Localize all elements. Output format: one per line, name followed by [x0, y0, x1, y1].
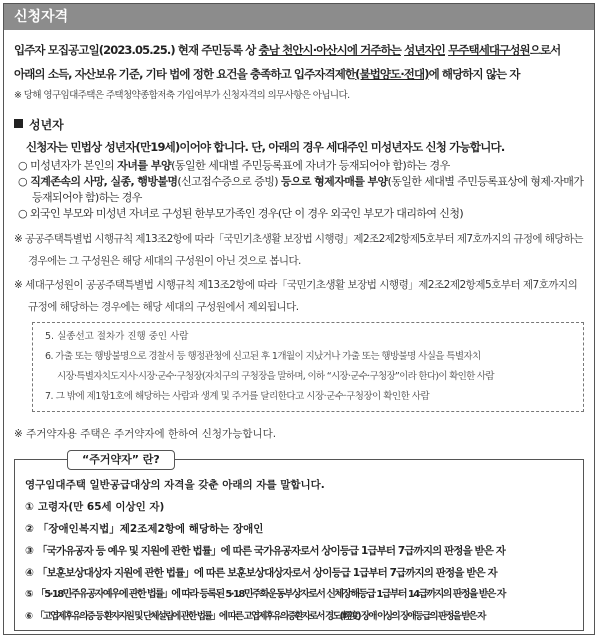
definition-item: ② 「장애인복지법」제2조제2항에 해당하는 장애인: [25, 523, 264, 535]
intro-adult: 성년자인: [404, 43, 445, 57]
definition-item: ③ 「국가유공자 등 예우 및 지원에 관한 법률」에 따른 국가유공자로서 상이등급 1급부터 7급까지의 판정을 받은 자: [25, 545, 506, 557]
definition-item: ① 고령자(만 65세 이상인 자): [25, 501, 165, 513]
criteria-item: 시장·특별자치도지사·시장·군수·구청장(자치구의 구청장을 말하며, 이하 “시장·군수·구청장”이라 한다)이 확인한 사람: [57, 371, 494, 382]
section-header: [4, 4, 594, 30]
intro-location: 충남 천안시·아산시에 거주하는: [258, 43, 401, 57]
definition-item: ⑥ 「고엽제후유의증 등 환자지원 및 단체설립에 관한 법률」에 따른 고엽제후유의증환자로서 경도(輕度) 장애 이상의 장애등급의 판정을 받은 자: [25, 611, 485, 622]
household-note: ※ 세대구성원이 공공주택특별법 시행규칙 제13조2항에 따라「국민기초생활 보장법 시행령」제2조2제2항제5호부터 제7호까지의 규정에 해당하는 경우에는 해당 세대의 구성원에서 제외됩니다.: [14, 279, 578, 313]
list-item: ○ 외국인 부모와 미성년 자녀로 구성된 한부모가족인 경우(단 이 경우 외국인 부모가 대리하여 신청): [18, 207, 464, 220]
intro-text: 입주자 모집공고일(2023.05.25.) 현재 주민등록 상: [14, 43, 256, 57]
document-page: [3, 3, 595, 635]
intro-text-line2: 아래의 소득, 자산보유 기준, 기타 법에 정한 요건을 충족하고 입주자격제한: [14, 67, 356, 81]
intro-text-line2-suffix: 에 해당하지 않는 자: [428, 67, 520, 81]
section-header-title: 신청자격: [14, 9, 69, 25]
criteria-item: 5. 실종선고 절차가 진행 중인 사람: [45, 331, 189, 342]
residence-note: ※ 주거약자용 주택은 주거약자에 한하여 신청가능합니다.: [14, 428, 277, 440]
intro-restriction: (불법양도·전대): [355, 67, 429, 81]
list-item: ○ 미성년자가 본인의 자녀를 부양(동일한 세대별 주민등록표에 자녀가 등재되어야 함)하는 경우: [18, 159, 450, 172]
savings-note: ※ 당해 영구임대주택은 주택청약종합저축 가입여부가 신청자격의 의무사항은 아닙니다.: [14, 90, 350, 101]
definition-intro: 영구임대주택 일반공급대상의 자격을 갖춘 아래의 자를 말합니다.: [25, 479, 325, 491]
square-bullet-icon: [14, 119, 23, 128]
criteria-item: 6. 가출 또는 행방불명으로 경찰서 등 행정관청에 신고된 후 1개월이 지났거나 가출 또는 행방불명 사실을 특별자치: [45, 351, 481, 362]
eligibility-intro: [14, 38, 584, 86]
intro-text-suffix: 으로서: [529, 43, 561, 57]
definition-box: [14, 453, 584, 631]
definition-tag: “주거약자” 란?: [67, 450, 175, 470]
intro-household: 무주택세대구성원: [448, 43, 530, 57]
list-item: ○ 직계존속의 사망, 실종, 행방불명(신고접수증으로 증빙) 등으로 형제자매를 부양(동일한 세대별 주민등록표상에 형제·자매가 등재되어야 함)하는 경우: [18, 175, 584, 204]
adult-section-title: 성년자: [14, 116, 584, 133]
adult-lead: 신청자는 민법상 성년자(만19세)이어야 합니다. 단, 아래의 경우 세대주인 미성년자도 신청 가능합니다.: [26, 140, 505, 154]
criteria-item: 7. 그 밖에 제1항1호에 해당하는 사람과 생계 및 주거를 달리한다고 시장·군수·구청장이 확인한 사람: [45, 391, 430, 402]
public-housing-note: ※ 공공주택특별법 시행규칙 제13조2항에 따라「국민기초생활 보장법 시행령」제2조2제2항제5호부터 제7호까지의 규정에 해당하는 경우에는 그 구성원은 해당 세대의 구성원이 아닌 것으로 봅니다.: [14, 233, 583, 267]
definition-item: ⑤ 「5·18민주유공자예우에 관한 법률」에 따라 등록된 5·18민주화운동부상자로서 신체장해등급 1급부터 14급까지의 판정을 받은 자: [25, 589, 505, 600]
dashed-criteria-box: [32, 322, 584, 412]
definition-item: ④ 「보훈보상대상자 지원에 관한 법률」에 따른 보훈보상대상자로서 상이등급 1급부터 7급까지의 판정을 받은 자: [25, 567, 497, 579]
